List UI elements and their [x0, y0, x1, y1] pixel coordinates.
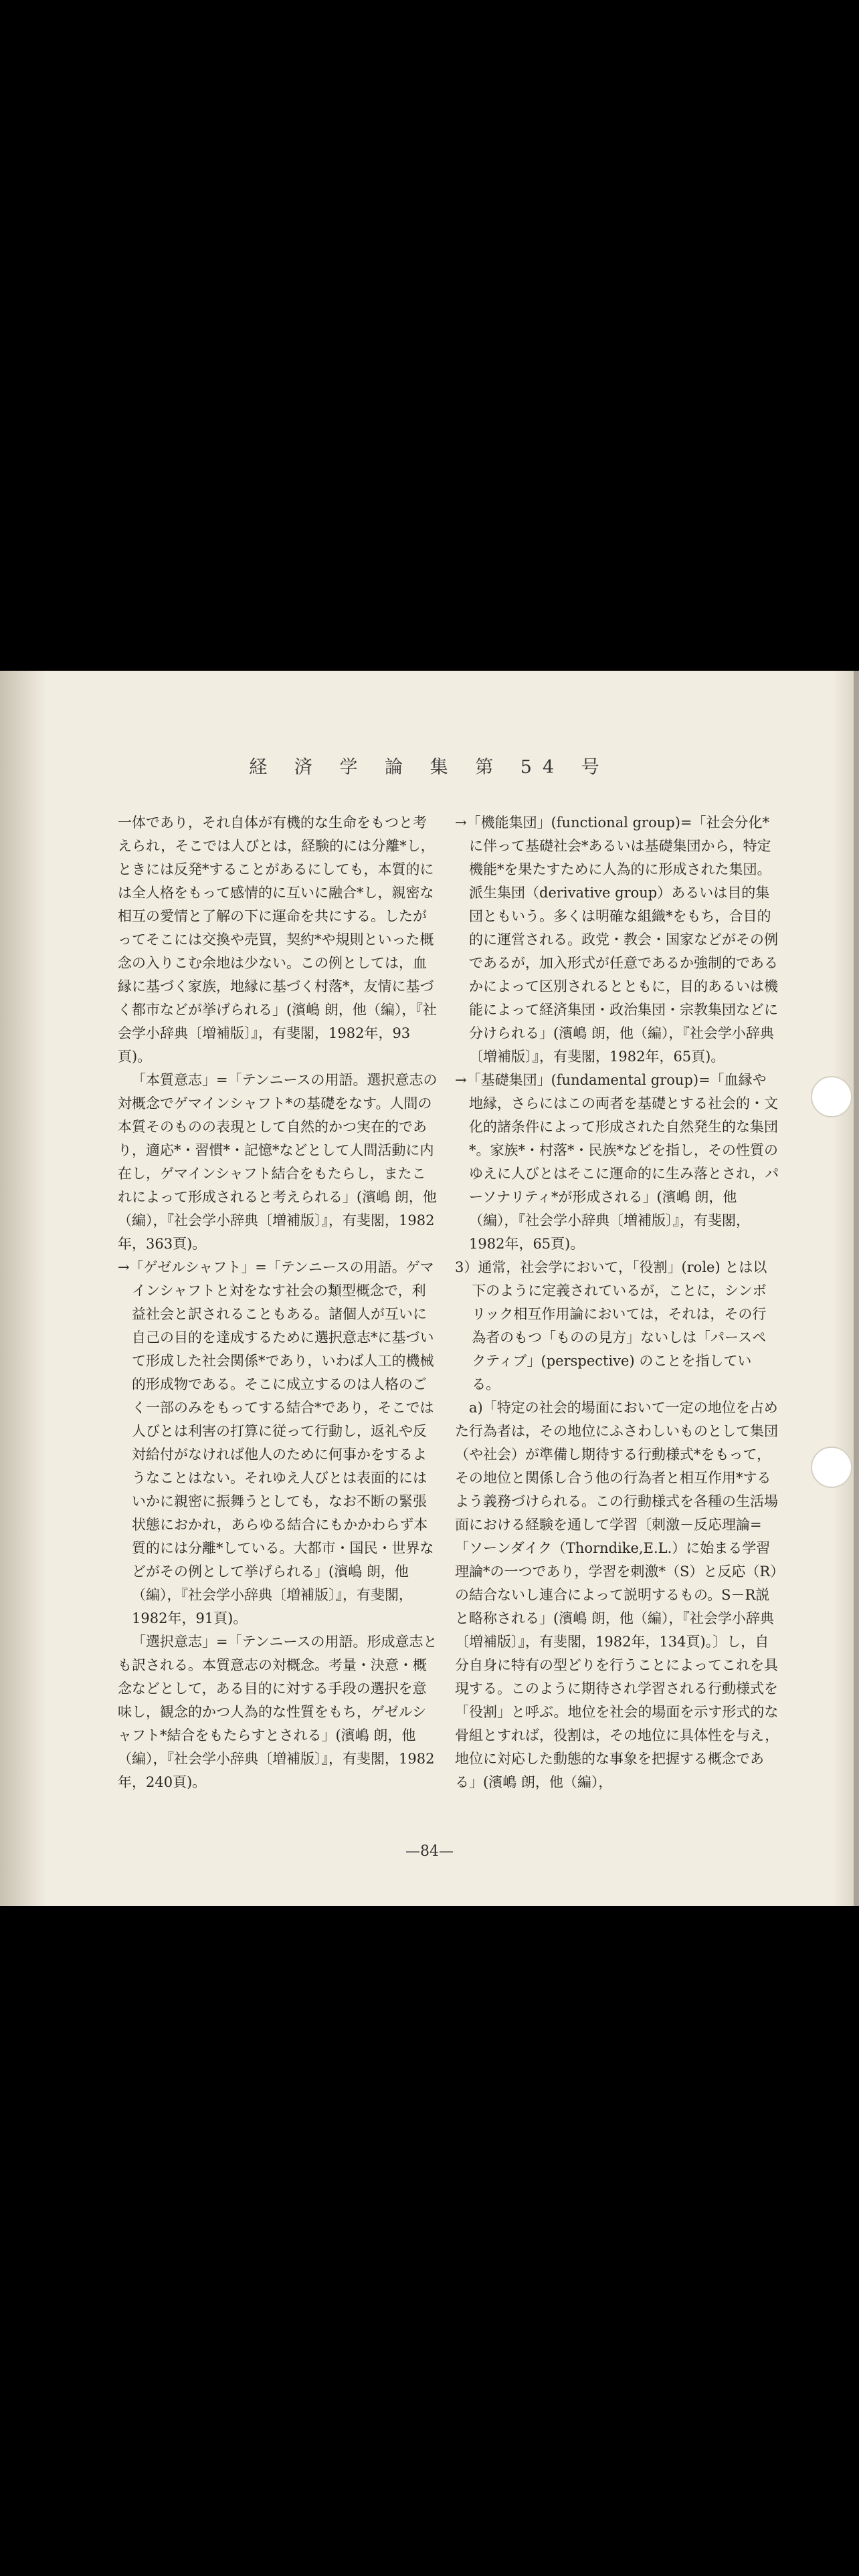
paragraph: 「本質意志」=「テンニースの用語。選択意志の対概念でゲマインシャフト*の基礎をなす。人間の本質そのものの表現として自然的かつ実在的であり，適応*・習慣*・記憶*などとして人間活動に内在し，ゲマインシャフト結合をもたらし，またこれによって形成されると考えられる」(濱嶋 朗，他（編），『社会学小辞典〔増補版〕』，有斐閣，1982年，363頁)。 [118, 1072, 438, 1252]
paragraph: 一体であり，それ自体が有機的な生命をもつと考えられ，そこでは人びとは，経験的には分離*し，ときには反発*することがあるにしても，本質的には全人格をもって感情的に互いに融合*し，親密な相互の愛情と了解の下に運命を共にする。したがってそこには交換や売買，契約*や規則といった概念の入りこむ余地は少ない。この例としては，血縁に基づく家族，地縁に基づく村落*，友情に基づく都市などが挙げられる」(濱嶋 朗，他（編），『社会学小辞典〔増補版〕』，有斐閣，1982年，93頁)。 [118, 815, 437, 1065]
footnote-3: 3）通常，社会学において，「役割」(role) とは以下のように定義されているが，ことに，シンボリック相互作用論においては，それは，その行為者のもつ「ものの見方」ないしは「パースペクティブ」(perspective) のことを指している。 [455, 1259, 767, 1392]
page-edge [854, 671, 859, 1906]
running-header: 経 済 学 論 集 第 54 号 [249, 757, 610, 778]
left-column [118, 811, 439, 1794]
page-shadow-left [0, 671, 47, 1906]
page-number: —84— [405, 1843, 454, 1860]
paragraph: →「基礎集団」(fundamental group)=「血縁や地縁，さらにはこの両者を基礎とする社会的・文化的諸条件によって形成された自然発生的な集団*。家族*・村落*・民族*などを指し，その性質のゆえに人びとはそこに運命的に生み落とされ，パーソナリティ*が形成される」(濱嶋 朗，他（編），『社会学小辞典〔増補版〕』，有斐閣，1982年，65頁)。 [455, 1072, 779, 1252]
paragraph: →「ゲゼルシャフト」=「テンニースの用語。ゲマインシャフトと対をなす社会の類型概念で，利益社会と訳されることもある。諸個人が互いに自己の目的を達成するために選択意志*に基づいて形成した社会関係*であり，いわば人工的機械的形成物である。そこに成立するのは人格のごく一部のみをもってする結合*であり，そこでは人びとは利害の打算に従って行動し，返礼や反対給付がなければ他人のために何事かをするようなことはない。それゆえ人びとは表面的にはいかに親密に振舞うとしても，なお不断の緊張状態におかれ，あらゆる結合にもかかわらず本質的には分離*している。大都市・国民・世界などがその例として挙げられる」(濱嶋 朗，他（編），『社会学小辞典〔増補版〕』，有斐閣，1982年，91頁)。 [118, 1259, 434, 1626]
document-page [0, 671, 859, 1906]
paragraph: a)「特定の社会的場面において一定の地位を占めた行為者は，その地位にふさわしいものとして集団（や社会）が準備し期待する行動様式*をもって，その地位と関係し合う他の行為者と相互作用*するよう義務づけられる。この行動様式を各種の生活場面における経験を通して学習〔刺激－反応理論=「ソーンダイク（Thorndike,E.L.）に始まる学習理論*の一つであり，学習を刺激*（S）と反応（R）の結合ないし連合によって説明するもの。S－R説と略称される」(濱嶋 朗，他（編），『社会学小辞典〔増補版〕』，有斐閣，1982年，134頁)。〕し，自分自身に特有の型どりを行うことによってこれを具現する。このように期待され学習される行動様式を「役割」と呼ぶ。地位を社会的場面を示す形式的な骨組とすれば，役割は，その地位に具体性を与え，地位に対応した動態的な事象を把握する概念である」(濱嶋 朗，他（編）， [455, 1400, 779, 1790]
paragraph: →「機能集団」(functional group)=「社会分化*に伴って基礎社会*あるいは基礎集団から，特定機能*を果たすために人為的に形成された集団。派生集団（derivative group）あるいは目的集団ともいう。多くは明確な組織*をもち，合目的的に運営される。政党・教会・国家などがその例であるが，加入形式が任意であるか強制的であるかによって区別されるとともに，目的あるいは機能によって経済集団・政治集団・宗教集団などに分けられる」(濱嶋 朗，他（編），『社会学小辞典〔増補版〕』，有斐閣，1982年，65頁)。 [455, 815, 778, 1065]
binder-hole-icon [811, 1446, 852, 1488]
binder-hole-icon [811, 1076, 852, 1117]
right-column [455, 811, 779, 1794]
paragraph: 「選択意志」=「テンニースの用語。形成意志とも訳される。本質意志の対概念。考量・決意・概念などとして，ある目的に対する手段の選択を意味し，観念的かつ人為的な性質をもち，ゲゼルシャフト*結合をもたらすとされる」(濱嶋 朗，他（編），『社会学小辞典〔増補版〕』，有斐閣，1982年，240頁)。 [118, 1634, 438, 1790]
